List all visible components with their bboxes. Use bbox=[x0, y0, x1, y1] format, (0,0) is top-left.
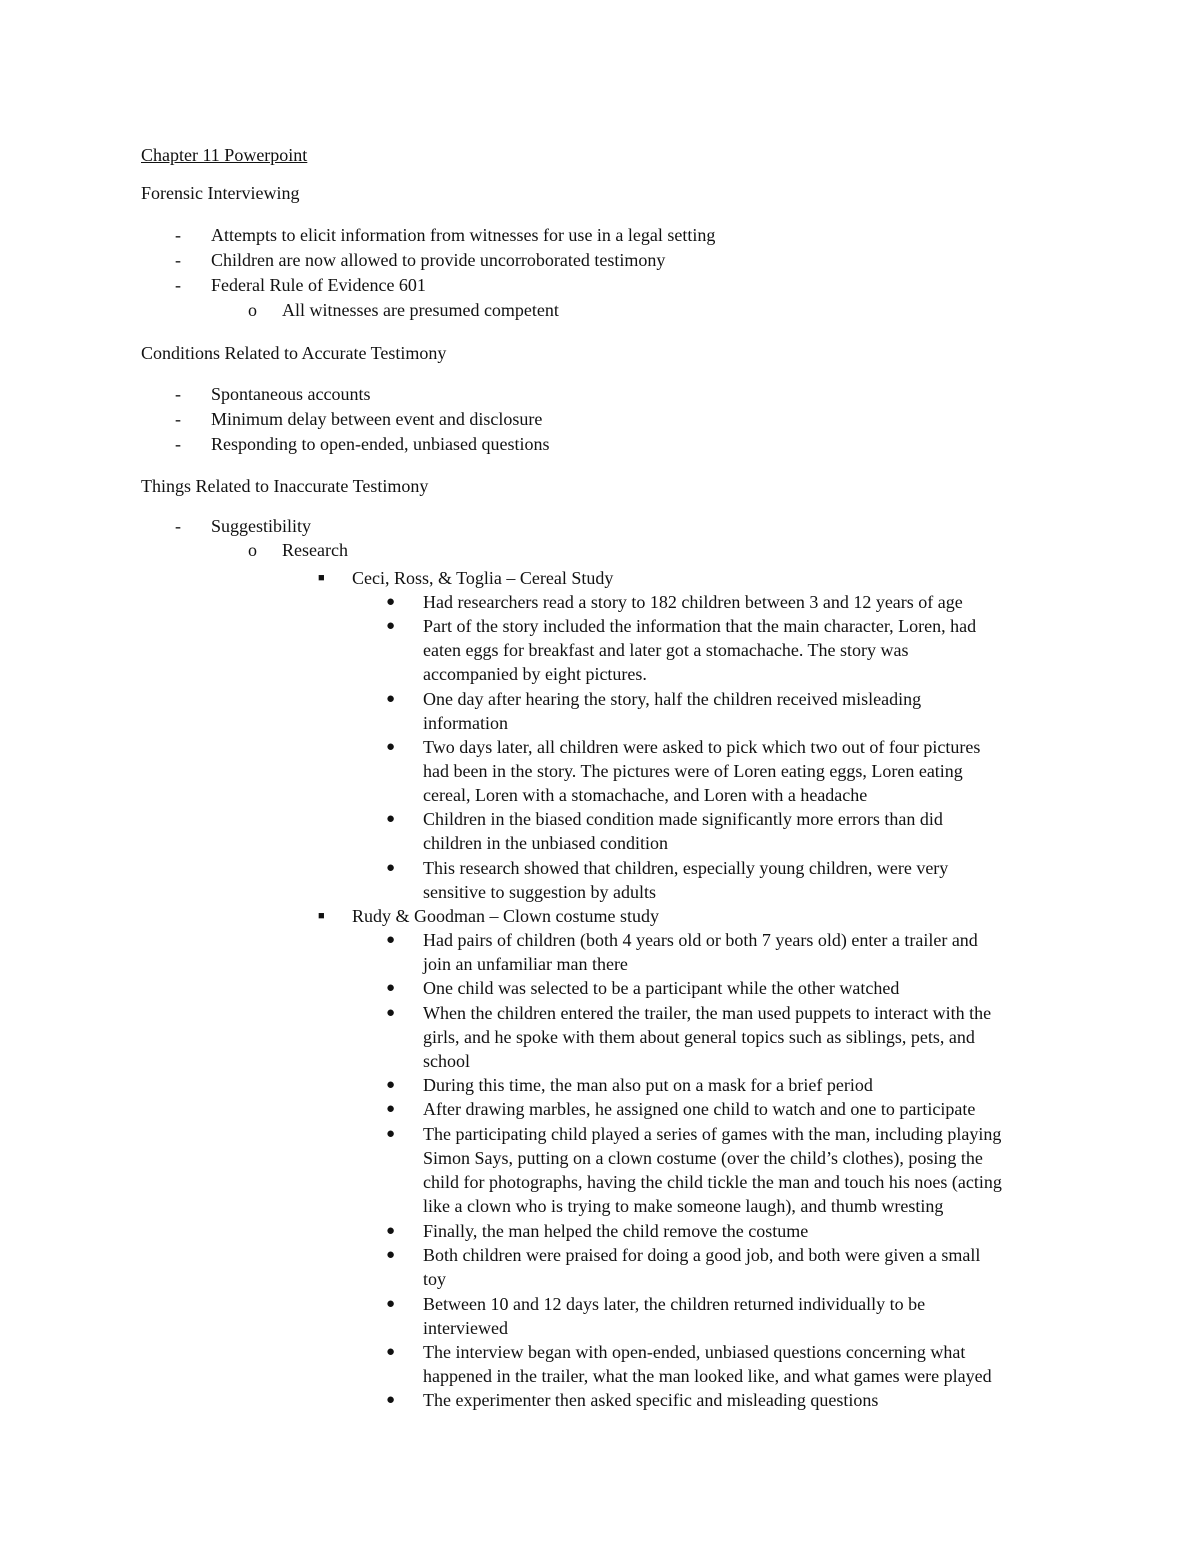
bullet-marker: ● bbox=[386, 691, 396, 707]
sub-list-item: All witnesses are presumed competent bbox=[282, 300, 559, 320]
bullet-marker: ● bbox=[386, 932, 396, 948]
bullet-marker: ● bbox=[386, 1077, 396, 1093]
bullet-marker: ● bbox=[386, 1101, 396, 1117]
study-point-line: interviewed bbox=[423, 1318, 508, 1338]
bullet-marker: ● bbox=[386, 1126, 396, 1142]
dash-marker: - bbox=[175, 275, 181, 295]
study-point-line: eaten eggs for breakfast and later got a stomachache. The story was bbox=[423, 640, 909, 660]
study-point-line: toy bbox=[423, 1269, 447, 1289]
study-point-line: Between 10 and 12 days later, the children returned individually to be bbox=[423, 1294, 926, 1314]
list-item: Minimum delay between event and disclosure bbox=[211, 409, 543, 429]
study-point-line: One child was selected to be a participant while the other watched bbox=[423, 978, 900, 998]
study-point-line: Two days later, all children were asked to pick which two out of four pictures bbox=[423, 737, 981, 757]
study-point-line: Children in the biased condition made significantly more errors than did bbox=[423, 809, 943, 829]
list-item: Attempts to elicit information from witnesses for use in a legal setting bbox=[211, 225, 716, 245]
circle-marker: o bbox=[248, 300, 257, 320]
dash-marker: - bbox=[175, 516, 181, 536]
dash-marker: - bbox=[175, 434, 181, 454]
sub-list-item: Research bbox=[282, 540, 348, 560]
bullet-marker: ● bbox=[386, 594, 396, 610]
study-title: Rudy & Goodman – Clown costume study bbox=[352, 906, 659, 926]
study-point-line: school bbox=[423, 1051, 470, 1071]
study-point-line: The experimenter then asked specific and misleading questions bbox=[423, 1390, 879, 1410]
dash-marker: - bbox=[175, 409, 181, 429]
study-title: Ceci, Ross, & Toglia – Cereal Study bbox=[352, 568, 614, 588]
bullet-marker: ● bbox=[386, 1392, 396, 1408]
study-point-line: accompanied by eight pictures. bbox=[423, 664, 647, 684]
study-point-line: join an unfamiliar man there bbox=[423, 954, 628, 974]
bullet-marker: ● bbox=[386, 618, 396, 634]
study-point-line: Part of the story included the information that the main character, Loren, had bbox=[423, 616, 977, 636]
bullet-marker: ● bbox=[386, 1344, 396, 1360]
section-heading: Conditions Related to Accurate Testimony bbox=[141, 343, 447, 363]
study-point-line: Finally, the man helped the child remove the costume bbox=[423, 1221, 809, 1241]
study-point-line: happened in the trailer, what the man looked like, and what games were played bbox=[423, 1366, 992, 1386]
square-marker: ■ bbox=[318, 910, 325, 922]
bullet-marker: ● bbox=[386, 739, 396, 755]
bullet-marker: ● bbox=[386, 860, 396, 876]
study-point-line: child for photographs, having the child tickle the man and touch his noes (acting bbox=[423, 1172, 1002, 1192]
study-point-line: When the children entered the trailer, the man used puppets to interact with the bbox=[423, 1003, 992, 1023]
list-item: Federal Rule of Evidence 601 bbox=[211, 275, 426, 295]
study-point-line: like a clown who is trying to make someone laugh), and thumb wresting bbox=[423, 1196, 944, 1216]
list-item: Children are now allowed to provide uncorroborated testimony bbox=[211, 250, 666, 270]
section-heading: Things Related to Inaccurate Testimony bbox=[141, 476, 429, 496]
study-point-line: During this time, the man also put on a mask for a brief period bbox=[423, 1075, 873, 1095]
study-point-line: sensitive to suggestion by adults bbox=[423, 882, 656, 902]
bullet-marker: ● bbox=[386, 1247, 396, 1263]
study-point-line: Simon Says, putting on a clown costume (over the child’s clothes), posing the bbox=[423, 1148, 983, 1168]
study-point-line: The interview began with open-ended, unbiased questions concerning what bbox=[423, 1342, 966, 1362]
study-point-line: had been in the story. The pictures were of Loren eating eggs, Loren eating bbox=[423, 761, 963, 781]
study-point-line: Both children were praised for doing a good job, and both were given a small bbox=[423, 1245, 981, 1265]
study-point-line: This research showed that children, especially young children, were very bbox=[423, 858, 949, 878]
list-item: Suggestibility bbox=[211, 516, 312, 536]
study-point-line: After drawing marbles, he assigned one child to watch and one to participate bbox=[423, 1099, 976, 1119]
list-item: Responding to open-ended, unbiased questions bbox=[211, 434, 550, 454]
dash-marker: - bbox=[175, 225, 181, 245]
document-title: Chapter 11 Powerpoint bbox=[141, 145, 308, 165]
bullet-marker: ● bbox=[386, 980, 396, 996]
study-point-line: The participating child played a series of games with the man, including playing bbox=[423, 1124, 1002, 1144]
square-marker: ■ bbox=[318, 572, 325, 584]
circle-marker: o bbox=[248, 540, 257, 560]
study-point-line: Had pairs of children (both 4 years old or both 7 years old) enter a trailer and bbox=[423, 930, 978, 950]
section-heading: Forensic Interviewing bbox=[141, 183, 300, 203]
study-point-line: One day after hearing the story, half the children received misleading bbox=[423, 689, 922, 709]
dash-marker: - bbox=[175, 384, 181, 404]
list-item: Spontaneous accounts bbox=[211, 384, 371, 404]
study-point-line: Had researchers read a story to 182 children between 3 and 12 years of age bbox=[423, 592, 963, 612]
bullet-marker: ● bbox=[386, 1223, 396, 1239]
dash-marker: - bbox=[175, 250, 181, 270]
study-point-line: cereal, Loren with a stomachache, and Loren with a headache bbox=[423, 785, 868, 805]
study-point-line: information bbox=[423, 713, 508, 733]
bullet-marker: ● bbox=[386, 811, 396, 827]
bullet-marker: ● bbox=[386, 1005, 396, 1021]
study-point-line: children in the unbiased condition bbox=[423, 833, 668, 853]
bullet-marker: ● bbox=[386, 1296, 396, 1312]
study-point-line: girls, and he spoke with them about general topics such as siblings, pets, and bbox=[423, 1027, 975, 1047]
